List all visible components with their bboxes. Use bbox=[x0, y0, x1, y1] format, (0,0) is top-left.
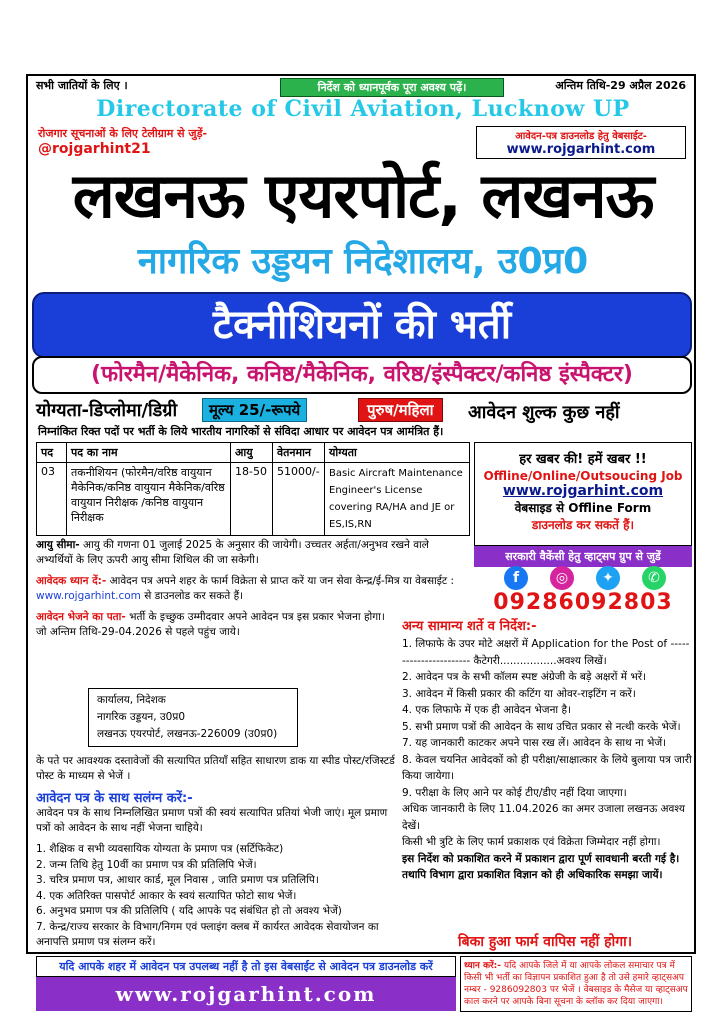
address-line: लखनऊ एयरपोर्ट, लखनऊ-226009 (उ0प्र0) bbox=[97, 728, 278, 740]
th-qualification: योग्यता bbox=[325, 443, 470, 463]
recruitment-banner: टैक्नीशियनों की भर्ती bbox=[32, 292, 692, 358]
list-item: 3. आवेदन में किसी प्रकार की कटिंग या ओवर-राइटिंग न करें। bbox=[402, 687, 636, 700]
table-row bbox=[37, 463, 470, 536]
address-box bbox=[88, 688, 298, 747]
cell-name: तकनीशियन (फोरमैन/वरिष्ठ वायुयान मैकेनिक/कनिष्ठ वायुयान मैकेनिक/वरिष्ठ वायुयान निरीक्षक /कनिष्ठ वायुयान निरीक्षक bbox=[67, 463, 231, 536]
promo-line2: Offline/Online/Outsoucing Job bbox=[483, 469, 683, 483]
list-item: 2. आवेदन पत्र के सभी कॉलम स्पष्ट अंग्रेजी के बड़े अक्षरों में भरें। bbox=[402, 671, 647, 683]
error-note: किसी भी त्रुटि के लिए फार्म प्रकाशक एवं विक्रेता जिम्मेदार नहीं होगा। bbox=[402, 836, 661, 848]
list-item: 2. जन्म तिथि हेतु 10वीं का प्रमाण पत्र की प्रतिलिपि भेजें। bbox=[36, 858, 257, 871]
cell-qualification: Basic Aircraft Maintenance Engineer's License covering RA/HA and JE or ES,IS,RN bbox=[325, 463, 470, 536]
attention-label: आवेदक ध्यान दें:- bbox=[36, 575, 107, 587]
no-fee-text: आवेदन शुल्क कुछ नहीं bbox=[468, 402, 620, 423]
list-item: 4. एक लिफाफे में एक ही आवेदन भेजना है। bbox=[402, 704, 572, 716]
whatsapp-icon[interactable]: ✆ bbox=[642, 566, 666, 590]
cell-salary: 51000/- bbox=[273, 463, 325, 536]
attention-block bbox=[36, 574, 468, 604]
last-date: अन्तिम तिथि-29 अप्रैल 2026 bbox=[555, 79, 686, 92]
gender-badge: पुरुष/महिला bbox=[358, 398, 443, 422]
cell-age: 18-50 bbox=[231, 463, 273, 536]
instagram-icon[interactable]: ◎ bbox=[550, 566, 574, 590]
conditions-title: अन्य सामान्य शर्ते व निर्देश:- bbox=[402, 619, 537, 634]
footer-notice: यदि आपके शहर में आवेदन पत्र उपलब्ध नहीं है तो इस वेबसाईट से आवेदन पत्र डाउनलोड करें bbox=[36, 956, 456, 977]
list-item: 4. एक अतिरिक्त पासपोर्ट आकार के स्वयं सत्यापित फोटो साथ भेजें। bbox=[36, 889, 297, 902]
footer-url[interactable]: www.rojgarhint.com bbox=[36, 977, 456, 1011]
th-name: पद का नाम bbox=[67, 443, 231, 463]
telegram-handle[interactable]: @rojgarhint21 bbox=[38, 141, 151, 157]
twitter-icon[interactable]: ✦ bbox=[596, 566, 620, 590]
list-item: 8. केवल चयनित आवेदकों को ही परीक्षा/साक्षात्कार के लिये बुलाया पत्र जारी किया जायेगा। bbox=[402, 753, 692, 782]
footer-right bbox=[460, 956, 692, 1012]
list-item: 1. शैक्षिक व सभी व्यवसायिक योग्यता के प्रमाण पत्र (सर्टिफिकेट) bbox=[36, 843, 284, 855]
attach-list bbox=[36, 842, 398, 951]
promo-line4: वेबसाइड से Offline Form bbox=[514, 501, 652, 515]
post-text: के पते पर आवश्यक दस्तावेजों की सत्यापित प्रतियाँ सहित साधारण डाक या स्पीड पोस्ट/रजिस्टर्ड पोस्ट के माध्यम से भेजें । bbox=[36, 755, 395, 782]
attach-text: आवेदन पत्र के साथ निम्नलिखित प्रमाण पत्रों की स्वयं सत्यापित प्रतियां भेजी जाएं। मूल प्रमाण पत्रों को आवेदन के साथ नहीं भेजना चाहिये। bbox=[36, 807, 388, 834]
telegram-block bbox=[38, 126, 238, 157]
posts-list: (फोरमैन/मैकेनिक, कनिष्ठ/मैकेनिक, वरिष्ठ/इंस्पैक्टर/कनिष्ठ इंस्पैक्टर) bbox=[32, 356, 692, 394]
list-item: 7. केन्द्र/राज्य सरकार के विभाग/निगम एवं फ्लाइंग क्लब में कार्यरत आवेदक सेवायोजन का अनापत्ति प्रमाण पत्र संलग्न करें। bbox=[36, 920, 379, 948]
send-label: आवेदन भेजने का पता- bbox=[36, 611, 126, 623]
th-salary: वेतनमान bbox=[273, 443, 325, 463]
promo-box bbox=[474, 442, 692, 546]
more-info: अधिक जानकारी के लिए 11.04.2026 का अमर उजाला लखनऊ अवश्य देखें। bbox=[402, 803, 685, 832]
notice-page bbox=[26, 74, 696, 1007]
promo-line1: हर खबर की! हमें खबर !! bbox=[519, 452, 647, 467]
promo-line5: डाउनलोड कर सकतें हैं। bbox=[531, 518, 635, 532]
conditions-list bbox=[402, 636, 692, 884]
top-left-text: सभी जातियों के लिए । bbox=[36, 79, 128, 92]
website-url[interactable]: www.rojgarhint.com bbox=[506, 142, 656, 157]
whatsapp-band: सरकारी वैकेंसी हेतु व्हाट्सप ग्रुप से जुडें bbox=[474, 546, 692, 567]
website-block bbox=[476, 126, 686, 159]
age-limit-block bbox=[36, 538, 468, 568]
cell-count: 03 bbox=[37, 463, 67, 536]
address-line: नागरिक उड्डयन, उ0प्र0 bbox=[97, 711, 186, 723]
list-item: 9. परीक्षा के लिए आने पर कोई टीए/डीए नहीं दिया जाएगा। bbox=[402, 786, 627, 799]
table-header-row bbox=[37, 443, 470, 463]
attach-label: आवेदन पत्र के साथ सलंग्न करें:- bbox=[36, 791, 193, 806]
telegram-text: रोजगार सूचनाओं के लिए टेलीग्राम से जुड़ें- bbox=[38, 127, 208, 140]
th-count: पद bbox=[37, 443, 67, 463]
attention-end: से डाउनलोड कर सकते हैं। bbox=[144, 590, 244, 602]
age-text: आयु की गणना 01 जुलाई 2025 के अनुसार की जायेगी। उच्चतर अर्हता/अनुभव रखने वाले अभ्यर्थियों के लिए ऊपरी आयु सीमा शिथिल की जा सकेगी। bbox=[36, 539, 429, 566]
sub-title: नागरिक उड्डयन निदेशालय, उ0प्र0 bbox=[137, 241, 589, 282]
age-label: आयु सीमा- bbox=[36, 539, 80, 551]
footer-left bbox=[36, 956, 456, 1011]
instruction-badge: निर्देश को ध्यानपूर्वक पूरा अवश्य पढ़ें। bbox=[280, 78, 504, 97]
price-badge: मूल्य 25/-रूपये bbox=[202, 398, 307, 422]
website-text: आवेदन-पत्र डाउनलोड हेतु वेबसाईट- bbox=[515, 131, 647, 142]
footer-right-text: यदि आपके जिले में या आपके लोकल समाचार पत्र में किसी भी भर्ती का विज्ञापन प्रकाशित हुआ है तो उसे हमारे व्हाट्सअप नम्बर - 9286092803 पर भेजें । वेबसाइड के मैसेज या व्हाट्सअप काल करने पर आपके बिना सूचना के ब्लॉक कर दिया जाएगा। bbox=[464, 961, 688, 1007]
attention-url[interactable]: www.rojgarhint.com bbox=[36, 590, 141, 602]
list-item: 7. यह जानकारी काटकर अपने पास रख लें। आवेदन के साथ ना भेजें। bbox=[402, 737, 667, 749]
address-line: कार्यालय, निदेशक bbox=[97, 694, 166, 706]
main-title: लखनऊ एयरपोर्ट, लखनऊ bbox=[72, 159, 654, 232]
footer-right-label: ध्यान करें:- bbox=[464, 961, 501, 971]
th-age: आयु bbox=[231, 443, 273, 463]
org-title-en: Directorate of Civil Aviation, Lucknow UP bbox=[96, 96, 630, 122]
list-item: 3. चरित्र प्रमाण पत्र, आधार कार्ड, मूल निवास , जाति प्रमाण पत्र प्रतिलिपि। bbox=[36, 874, 319, 886]
list-item: 5. सभी प्रमाण पत्रों की आवेदन के साथ उचित प्रकार से नत्थी करके भेजें। bbox=[402, 720, 681, 733]
attention-text: आवेदन पत्र अपने शहर के फार्म विक्रेता से प्राप्त करें या जन सेवा केन्द्र/ई-मित्र या वेबसाईट : bbox=[109, 575, 455, 587]
list-item: 6. अनुभव प्रमाण पत्र की प्रतिलिपि ( यदि आपके पद संबंधित हो तो अवश्य भेजें) bbox=[36, 905, 342, 917]
send-text: भर्ती के इच्छुक उम्मीदवार अपने आवेदन पत्र इस प्रकार भेजना होगा। जो अन्तिम तिथि-29-04.2026 से पहले पहुंच जाये। bbox=[36, 611, 385, 638]
facebook-icon[interactable]: f bbox=[504, 566, 528, 590]
social-icons bbox=[494, 566, 674, 592]
publish-note: इस निर्देश को प्रकाशित करने में प्रकाशन द्वारा पूर्ण सावधानी बरती गई है। तथापि विभाग द्वारा प्रकाशित विज्ञान को ही अधिकारिक समझा जायें। bbox=[402, 852, 680, 881]
send-block bbox=[36, 610, 398, 640]
eligibility: योग्यता-डिप्लोमा/डिग्री bbox=[36, 400, 178, 421]
list-item: 1. लिफाफे के उपर मोटे अक्षरों में Application for the Post of ----------------------- कैटेगरी.................अवश्य लिखें। bbox=[402, 638, 690, 667]
posts-table bbox=[36, 442, 470, 536]
intro-text: निम्नांकित रिक्त पदों पर भर्ती के लिये भारतीय नागरिकों से संविदा आधार पर आवेदन पत्र आमंत्रित हैं। bbox=[38, 425, 444, 438]
promo-url[interactable]: www.rojgarhint.com bbox=[502, 483, 664, 499]
no-return-note: बिका हुआ फार्म वापिस नहीं होगा। bbox=[458, 934, 633, 950]
phone-number[interactable]: 09286092803 bbox=[493, 590, 673, 615]
